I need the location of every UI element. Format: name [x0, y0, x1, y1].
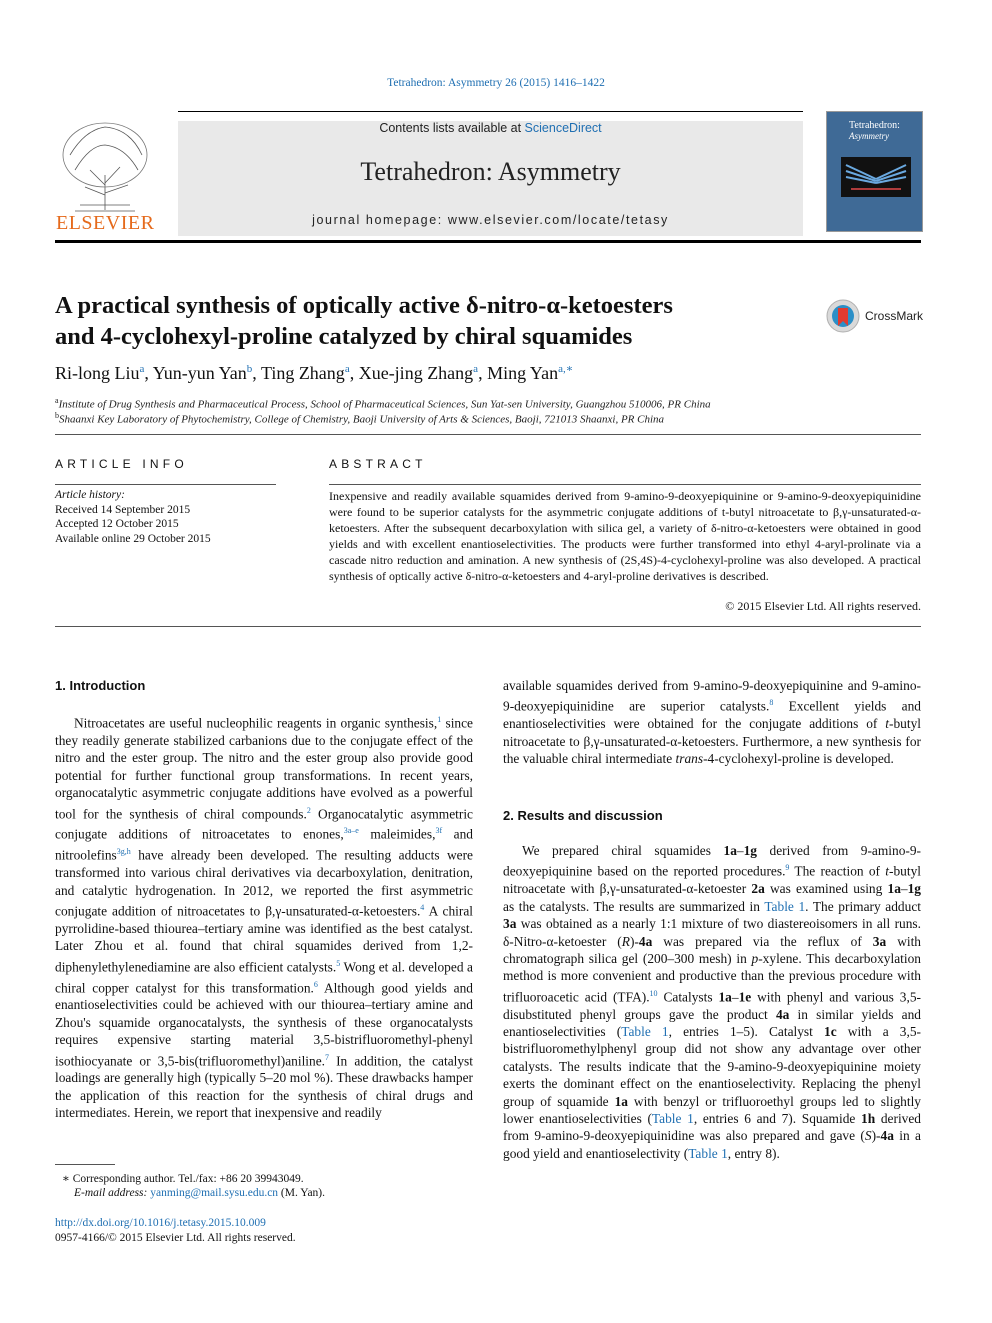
abstract-heading: ABSTRACT [329, 457, 427, 471]
article-title-line2: and 4-cyclohexyl-proline catalyzed by chiral squamides [55, 323, 633, 350]
contents-line [178, 121, 803, 135]
article-title-line1: A practical synthesis of optically active δ-nitro-α-ketoesters [55, 292, 673, 319]
article-info-rule [55, 484, 276, 485]
header-top-rule [178, 111, 803, 112]
affiliation-sup: a [55, 396, 59, 405]
author-name[interactable]: Ting Zhang [260, 363, 345, 383]
elsevier-wordmark: ELSEVIER [56, 212, 155, 234]
sciencedirect-link[interactable]: ScienceDirect [524, 121, 602, 135]
journal-cover-thumbnail[interactable] [826, 111, 923, 232]
journal-citation[interactable]: Tetrahedron: Asymmetry 26 (2015) 1416–1422 [387, 77, 605, 89]
introduction-heading: 1. Introduction [55, 678, 146, 693]
results-paragraph: We prepared chiral squamides 1a–1g derived from 9-amino-9-deoxyepiquinine based on the reported procedures.$^9$ The reaction of t-butyl nitroacetate with β,γ-unsaturated-α-ketoester 2a was examined using 1a–1g as the catalysts. The results are summarized in Table 1. The primary adduct 3a was obtained as a nearly 1:1 mixture of two diastereoisomers in all runs. δ-Nitro-α-ketoester (R)-4a was prepared via the reflux of 3a with chromatograph silica gel (200–300 mesh) in p-xylene. This decarboxylation method is more convenient and productive than the previous procedure with trifluoroacetic acid (TFA).$^{10}$ Catalysts 1a–1e with phenyl and various 3,5-disubstituted phenyl groups gave the product 4a in similar yields and enantioselectivities (Table 1, entries 1–5). Catalyst 1c with a 3,5-bistrifluoromethylphenyl group did not show any advantage over other catalysts. The results indicate that the 9-amino-9-deoxyepiquinine moiety exerts the dominant effect on the enantioselectivity. Replacing the phenyl group of squamide 1a with benzyl or trifluoroethyl groups led to slightly lower enantioselectivities (Table 1, entries 6 and 7). Squamide 1h derived from 9-amino-9-deoxyepiquinidine was also prepared and gave (S)-4a in a good yield and enantioselectivity (Table 1, entry 8). [503, 843, 922, 1161]
author-affil-sup[interactable]: a [473, 363, 479, 375]
affiliation [55, 411, 664, 426]
abstract-copyright: © 2015 Elsevier Ltd. All rights reserved. [725, 599, 921, 613]
cover-artwork [841, 157, 911, 197]
cover-title-line1: Tetrahedron: [849, 120, 900, 131]
email-label: E-mail address: [74, 1187, 151, 1199]
author-affil-sup[interactable]: a [139, 363, 145, 375]
author-affil-sup[interactable]: a [344, 363, 350, 375]
intro-paragraph-continued: available squamides derived from 9-amino-9-deoxyepiquinine and 9-amino-9-deoxyepiquinidine are superior catalysts.$^8$ Excellent yields and enantioselectivities were obtained for the conjugate additions of t-butyl nitroacetate to β,γ-unsaturated-α-ketoesters. Furthermore, a new synthesis for the valuable chiral intermediate trans-4-cyclohexyl-proline is developed. [503, 678, 921, 767]
section-divider [55, 626, 921, 627]
results-heading: 2. Results and discussion [503, 808, 663, 823]
author-list: Ri-long Liu$^a$, Yun-yun Yan$^b$, Ting Zhang$^a$, Xue-jing Zhang$^a$, Ming Yan$^{a,∗}$ [55, 363, 574, 383]
email-note [74, 1187, 325, 1199]
affiliation-text: Institute of Drug Synthesis and Pharmaceutical Process, School of Pharmaceutical Sciences, Sun Yat-sen University, Guangzhou 510006, PR China [58, 398, 711, 411]
contents-prefix: Contents lists available at [379, 121, 525, 135]
affiliation-sup: b [55, 411, 59, 420]
author-affil-sup[interactable]: a,∗ [558, 363, 574, 375]
author-name[interactable]: Ri-long Liu [55, 363, 140, 383]
article-info-heading: ARTICLE INFO [55, 457, 188, 471]
article-title [55, 290, 775, 352]
cover-title-line2: Asymmetry [849, 131, 889, 141]
corresponding-author-note: ∗ Corresponding author. Tel./fax: +86 20 39943049. [62, 1173, 304, 1185]
doi-link[interactable] [55, 1217, 266, 1229]
footnote-rule [55, 1164, 115, 1165]
online-date: Available online 29 October 2015 [55, 532, 211, 545]
issn-line: 0957-4166/© 2015 Elsevier Ltd. All rights reserved. [55, 1232, 296, 1244]
email-link[interactable]: yanming@mail.sysu.edu.cn [150, 1187, 279, 1199]
received-date: Received 14 September 2015 [55, 503, 191, 516]
abstract-rule [329, 484, 921, 485]
author-name[interactable]: Yun-yun Yan [152, 363, 247, 383]
cover-title [849, 120, 900, 142]
abstract-text: Inexpensive and readily available squamides derived from 9-amino-9-deoxyepiquinine or 9-amino-9-deoxyepiquinidine were found to be superior catalysts for the asymmetric conjugate additions of t-butyl nitroacetate to β,γ-unsaturated-α-ketoesters. After the subsequent decarboxylation with silica gel, a variety of δ-nitro-α-ketoesters were obtained in good yields and with excellent enantioselectivities. The products were further transformed into ethyl 4-aryl-prolinate via a cascade nitro reduction and amination. A new synthesis of (2S,4S)-4-cyclohexyl-proline was also developed. A practical synthesis of optically active δ-nitro-α-ketoesters and 4-aryl-proline derivatives is described. [329, 489, 921, 583]
journal-homepage[interactable]: journal homepage: www.elsevier.com/locate/tetasy [312, 213, 669, 227]
section-divider [55, 434, 921, 435]
history-label: Article history: [55, 489, 125, 501]
affiliation [55, 396, 711, 411]
author-affil-sup[interactable]: b [246, 363, 253, 375]
affiliation-text: Shaanxi Key Laboratory of Phytochemistry, College of Chemistry, Baoji University of Arts & Sciences, Baoji, 721013 Shaanxi, PR China [59, 413, 665, 426]
email-suffix: (M. Yan). [278, 1187, 326, 1199]
doi-text[interactable]: http://dx.doi.org/10.1016/j.tetasy.2015.10.009 [55, 1217, 266, 1229]
author-name[interactable]: Ming Yan [487, 363, 559, 383]
header-thick-rule [55, 240, 921, 243]
journal-title: Tetrahedron: Asymmetry [360, 157, 621, 186]
accepted-date: Accepted 12 October 2015 [55, 518, 179, 531]
author-name[interactable]: Xue-jing Zhang [358, 363, 474, 383]
article-history [55, 488, 211, 546]
crossmark-label[interactable]: CrossMark [865, 309, 924, 323]
intro-paragraph: Nitroacetates are useful nucleophilic reagents in organic synthesis,$^1$ since they readily generate stabilized carbanions due to the conjugate effect of the nitro and the ester group. The nitro and the ester group also provide good potential for further functional group transformations. In recent years, organocatalytic asymmetric conjugate additions have evolved as a powerful tool for the synthesis of chiral compounds.$^2$ Organocatalytic asymmetric conjugate additions of nitroacetates to enones,$^{3a-e}$ maleimides,$^{3f}$ and nitroolefins$^{3g,h}$ have already been developed. The resulting adducts were transformed into various chiral derivatives via decarboxylation, denitration, and catalytic hydrogenation. In 2012, we reported the first asymmetric conjugate addition of nitroacetates to β,γ-unsaturated-α-ketoesters.$^4$ A chiral pyrrolidine-based thiourea–tertiary amine was identified as the best catalyst. Later Zhou et al. found that chiral squamides derived from 1,2-diphenylethylenediamine are also efficient catalysts.$^5$ Wong et al. developed a chiral copper catalyst for this transformation.$^6$ Although good yields and enantioselectivities could be achieved with our thiourea–tertiary amine and Zhou's squamide organocatalysts, the synthesis of these organocatalysts requires expensive starting material 3,5-bistrifluoromethyl-phenyl isothiocyanate or 3,5-bis(trifluoromethyl)aniline.$^7$ In addition, the catalyst loadings are generally high (typically 5–20 mol %). These drawbacks hamper the application of this reaction for the synthesis of chiral drugs and intermediates. Herein, we report that inexpensive and readily [55, 715, 473, 1121]
